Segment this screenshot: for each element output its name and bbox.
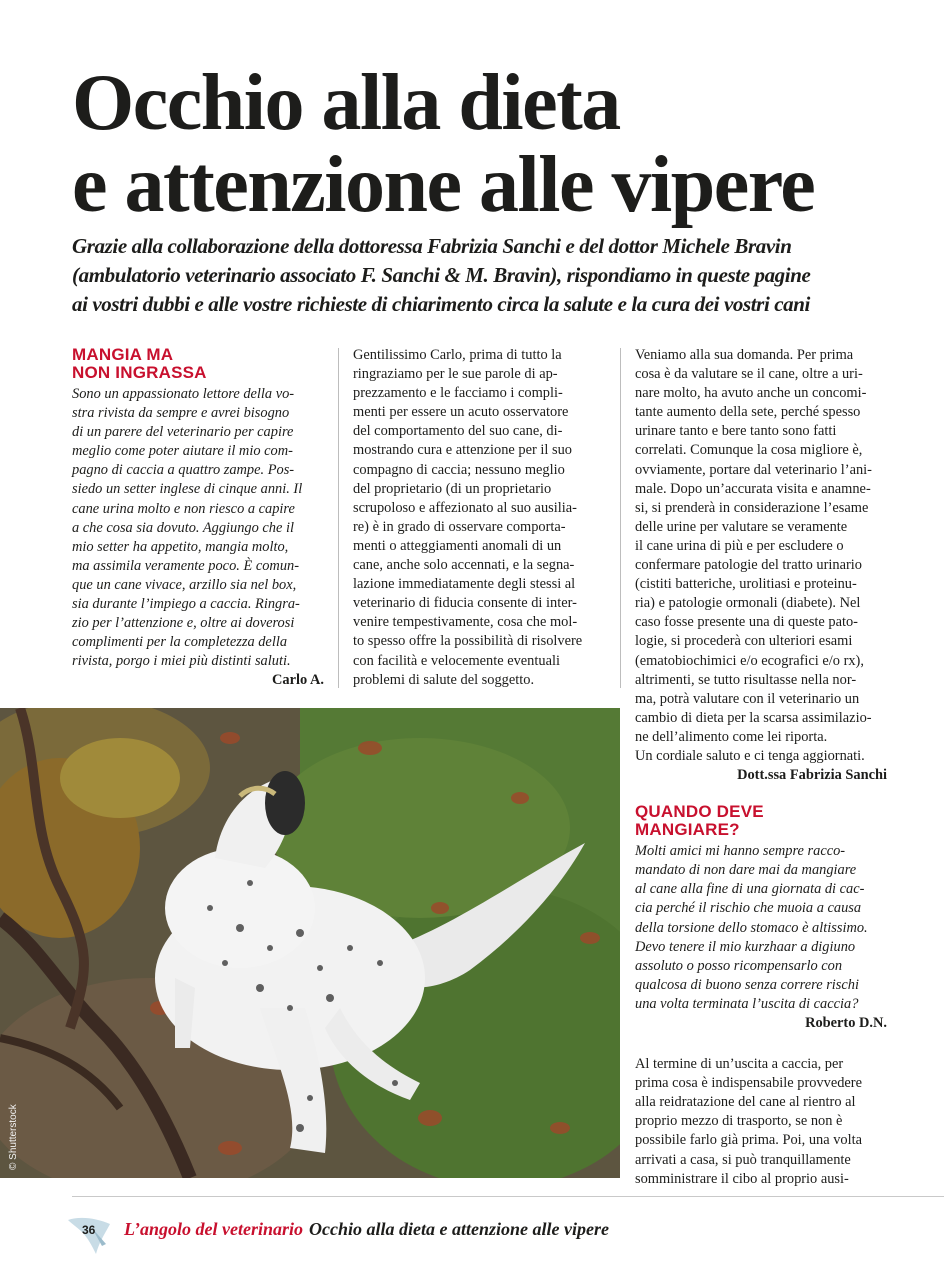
text-line: nare molto, ha avuto anche un concomi- bbox=[635, 385, 867, 402]
subtitle bbox=[72, 232, 902, 319]
subtitle-line: (ambulatorio veterinario associato F. Sanchi & M. Bravin), rispondiamo in queste pagine bbox=[72, 263, 811, 287]
text-line: ovviamente, portare dal veterinario l’ani- bbox=[635, 461, 872, 478]
text-line: complimenti per la completezza della bbox=[72, 634, 288, 651]
column-1 bbox=[72, 346, 324, 691]
text-line: menti per essere un acuto osservatore bbox=[353, 404, 569, 421]
text-line: cambio di dieta per la scarsa assimilazio- bbox=[635, 709, 872, 726]
text-line: que un cane vivace, arzillo sia nel box, bbox=[72, 576, 297, 593]
title-line-2: e attenzione alle vipere bbox=[72, 141, 815, 229]
text-line: alla reidratazione del cane al rientro al bbox=[635, 1094, 856, 1111]
text-line: venire tempestivamente, cosa che mol- bbox=[353, 614, 578, 631]
text-line: lazione immediatamente degli stessi al bbox=[353, 576, 576, 593]
text-line: prima cosa è indispensabile provvedere bbox=[635, 1075, 862, 1092]
text-line: Un cordiale saluto e ci tenga aggiornati. bbox=[635, 747, 865, 764]
text-line: compagno di caccia; nessuno meglio bbox=[353, 461, 565, 478]
text-line: Gentilissimo Carlo, prima di tutto la bbox=[353, 347, 562, 363]
section-heading-2: QUANDO DEVE MANGIARE? bbox=[635, 802, 764, 840]
text-line: ringraziamo per le sue parole di ap- bbox=[353, 366, 558, 383]
text-line: il cane urina di più e per escludere o bbox=[635, 537, 844, 554]
text-line: (ematobiochimici e/o ecografici e/o rx), bbox=[635, 652, 864, 669]
text-line: cane, anche solo accennati, e la segna- bbox=[353, 557, 575, 574]
running-footer bbox=[124, 1219, 609, 1240]
text-line: mostrando cura e attenzione per il suo bbox=[353, 442, 572, 459]
text-line: somministrare il cibo al proprio ausi- bbox=[635, 1170, 849, 1187]
reader-letter-2 bbox=[635, 842, 887, 1014]
text-line: Sono un appassionato lettore della vo- bbox=[72, 386, 295, 402]
text-line: assoluto o posso ricompensarlo con bbox=[635, 957, 843, 974]
text-line: ne dell’alimento come lei riporta. bbox=[635, 728, 828, 745]
text-line: zio per l’attenzione e, oltre ai doverosi bbox=[72, 615, 295, 632]
text-line: di un parere del veterinario per capire bbox=[72, 424, 294, 441]
text-line: menti o atteggiamenti anomali di un bbox=[353, 537, 562, 554]
text-line: mio setter ha appetito, mangia molto, bbox=[72, 538, 289, 555]
footer-divider bbox=[72, 1196, 944, 1197]
text-line: male. Dopo un’accurata visita e anamne- bbox=[635, 480, 871, 497]
page-number: 36 bbox=[82, 1223, 96, 1237]
text-line: confermare patologie del tratto urinario bbox=[635, 557, 862, 574]
text-line: una volta terminata l’uscita di caccia? bbox=[635, 995, 859, 1012]
text-line: Al termine di un’uscita a caccia, per bbox=[635, 1056, 844, 1073]
text-line: veterinario di fiducia consente di inter- bbox=[353, 595, 577, 612]
text-line: Veniamo alla sua domanda. Per prima bbox=[635, 347, 854, 363]
subtitle-line: Grazie alla collaborazione della dottoressa Fabrizia Sanchi e del dottor Michele Bravin bbox=[72, 234, 792, 258]
vet-reply-1-part-2 bbox=[635, 346, 887, 766]
text-line: ma, potrà valutare con il veterinario un bbox=[635, 690, 860, 707]
reader-letter-1 bbox=[72, 385, 324, 671]
text-line: ria) e patologie ormonali (diabete). Nel bbox=[635, 595, 861, 612]
vet-signature-1: Dott.ssa Fabrizia Sanchi bbox=[737, 767, 887, 784]
footer-section-name: L’angolo del veterinario bbox=[124, 1219, 303, 1239]
text-line: qualcosa di buono senza correre rischi bbox=[635, 976, 859, 993]
text-line: logie, si procederà con ulteriori esami bbox=[635, 633, 853, 650]
text-line: altrimenti, se tutto risultasse nella nor- bbox=[635, 671, 857, 688]
text-line: problemi di salute del soggetto. bbox=[353, 671, 535, 688]
text-line: sia durante l’impiego a caccia. Ringra- bbox=[72, 596, 300, 613]
text-line: Devo tenere il mio kurzhaar a digiuno bbox=[635, 938, 856, 955]
vet-reply-2 bbox=[635, 1055, 887, 1189]
letter-signature-2: Roberto D.N. bbox=[805, 1015, 887, 1031]
photo-credit: © Shutterstock bbox=[8, 1104, 19, 1170]
text-line: proprio mezzo di trasporto, se non è bbox=[635, 1113, 843, 1130]
text-line: scrupoloso e affezionato al suo ausilia- bbox=[353, 499, 577, 516]
text-line: rivista, porgo i miei più distinti saluti. bbox=[72, 653, 291, 670]
text-line: to spesso offre la possibilità di risolvere bbox=[353, 633, 583, 650]
text-line: siedo un setter inglese di cinque anni. Il bbox=[72, 481, 303, 498]
text-line: al cane alla fine di una giornata di cac- bbox=[635, 881, 865, 898]
column-3 bbox=[635, 346, 887, 1189]
text-line: cosa è da valutare se il cane, oltre a uri- bbox=[635, 366, 863, 383]
column-divider bbox=[338, 348, 339, 688]
subtitle-line: ai vostri dubbi e alle vostre richieste di chiarimento circa la salute e la cura dei vostri cani bbox=[72, 292, 810, 316]
text-line: Molti amici mi hanno sempre racco- bbox=[635, 843, 846, 860]
text-line: urinare tanto e bere tanto sono fatti bbox=[635, 423, 837, 440]
text-line: arrivati a casa, si può tranquillamente bbox=[635, 1151, 851, 1168]
setter-dog-photo bbox=[0, 708, 620, 1178]
text-line: cane urina molto e non riesco a capire bbox=[72, 500, 295, 517]
text-line: mandato di non dare mai da mangiare bbox=[635, 862, 857, 879]
text-line: caso fosse presente una di queste pato- bbox=[635, 614, 858, 631]
column-2 bbox=[353, 346, 603, 690]
text-line: tante aumento della sete, perché spesso bbox=[635, 404, 861, 421]
text-line: con facilità e velocemente eventuali bbox=[353, 652, 560, 669]
title-line-1: Occhio alla dieta bbox=[72, 59, 620, 147]
text-line: re) è in grado di osservare comporta- bbox=[353, 518, 566, 535]
text-line: prezzamento e le facciamo i compli- bbox=[353, 385, 563, 402]
text-line: pagno di caccia a quattro zampe. Pos- bbox=[72, 462, 295, 479]
text-line: del proprietario (di un proprietario bbox=[353, 480, 552, 497]
text-line: stra rivista da sempre e avrei bisogno bbox=[72, 405, 290, 422]
text-line: possibile farlo già prima. Poi, una volta bbox=[635, 1132, 863, 1149]
text-line: cia perché il rischio che muoia a causa bbox=[635, 900, 862, 917]
text-line: della torsione dello stomaco è altissimo. bbox=[635, 919, 868, 936]
vet-reply-1-part-1 bbox=[353, 346, 603, 690]
page-title bbox=[72, 59, 932, 229]
text-line: meglio come poter aiutare il mio com- bbox=[72, 443, 293, 460]
text-line: delle urine per valutare se veramente bbox=[635, 518, 848, 535]
text-line: del comportamento del suo cane, di- bbox=[353, 423, 563, 440]
text-line: ma assimila veramente poco. È comun- bbox=[72, 557, 300, 574]
text-line: (cistiti batteriche, urolitiasi e proteinu- bbox=[635, 576, 857, 593]
text-line: a che cosa sia dovuto. Aggiungo che il bbox=[72, 519, 294, 536]
text-line: si, si prenderà in considerazione l’esame bbox=[635, 499, 869, 516]
footer-article-title: Occhio alla dieta e attenzione alle vipere bbox=[309, 1219, 609, 1239]
letter-signature-1: Carlo A. bbox=[272, 672, 324, 689]
text-line: correlati. Comunque la cosa migliore è, bbox=[635, 442, 863, 459]
column-divider bbox=[620, 348, 621, 688]
section-heading-1: MANGIA MA NON INGRASSA bbox=[72, 345, 207, 382]
